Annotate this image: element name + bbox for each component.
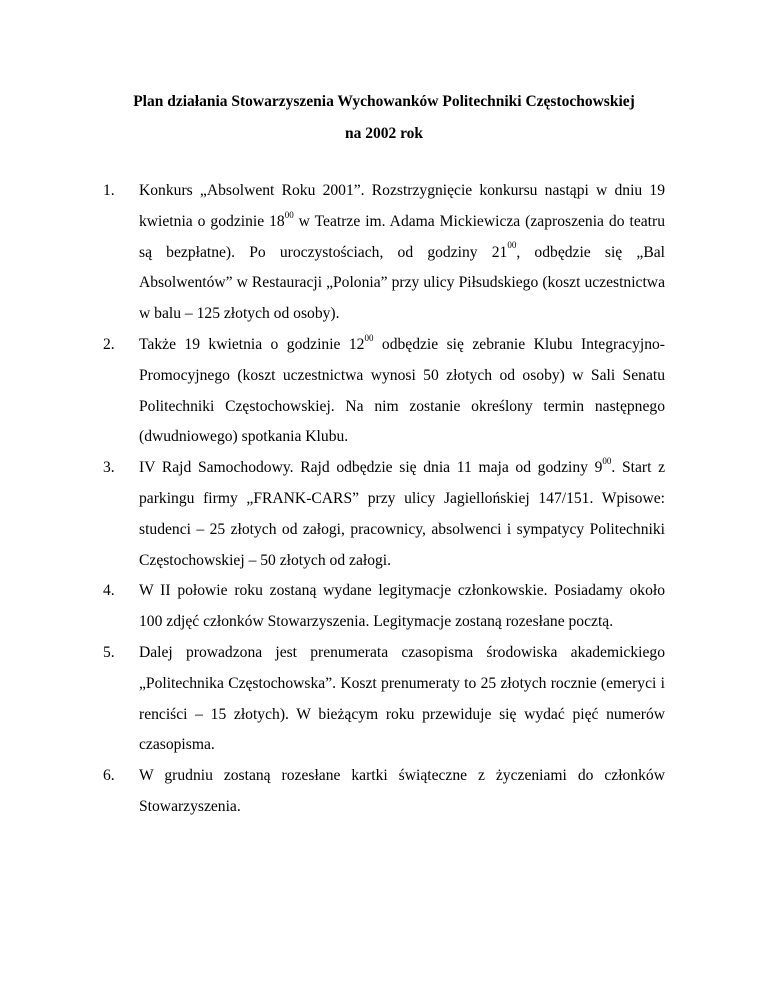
item-text: odbędzie się zebranie Klubu Integracyjno-Promocyjnego (koszt uczestnictwa wynosi 50 złotych od osoby) w Sali Senatu Politechniki Częstochowskiej. Na nim zostanie określony termin następnego (dwudniowego) spotkania Klubu.	[139, 335, 665, 446]
item-text: . Start z parkingu firmy „FRANK-CARS” przy ulicy Jagiellońskiej 147/151. Wpisowe: studenci – 25 złotych od załogi, pracownicy, absolwenci i sympatycy Politechniki Częstochowskiej – 50 złotych od załogi.	[139, 459, 665, 569]
superscript: 00	[507, 240, 517, 251]
item-number: 2.	[103, 335, 115, 353]
item-number: 3.	[103, 459, 115, 477]
item-text: Także 19 kwietnia o godzinie 12	[139, 335, 365, 353]
item-text: IV Rajd Samochodowy. Rajd odbędzie się dnia 11 maja od godziny 9	[139, 459, 603, 477]
item-text: Dalej prowadzona jest prenumerata czasopisma środowiska akademickiego „Politechnika Częstochowska”. Koszt prenumeraty to 25 złotych rocznie (emeryci i renciści – 15 złotych). W bieżącym roku przewiduje się wydać pięć numerów czasopisma.	[139, 643, 665, 754]
item-text: Konkurs „Absolwent Roku 2001”. Rozstrzygnięcie konkursu nastąpi w dniu 19 kwietnia o godzinie 18	[139, 182, 665, 230]
item-text: W grudniu zostaną rozesłane kartki świąteczne z życzeniami do członków Stowarzyszenia.	[139, 767, 665, 815]
item-text: , odbędzie się „Bal Absolwentów” w Restauracji „Polonia” przy ulicy Piłsudskiego (koszt uczestnictwa w balu – 125 złotych od osoby).	[139, 243, 665, 323]
item-text: w Teatrze im. Adama Mickiewicza (zaproszenia do teatru są bezpłatne). Po uroczystościach, od godziny 21	[139, 212, 665, 261]
list-item-1	[103, 176, 665, 330]
plan-items-list	[103, 176, 665, 823]
superscript: 00	[602, 455, 612, 466]
item-text: W II połowie roku zostaną wydane legitymacje członkowskie. Posiadamy około 100 zdjęć członków Stowarzyszenia. Legitymacje zostaną rozesłane pocztą.	[139, 582, 665, 631]
title-line-1: Plan działania Stowarzyszenia Wychowanków Politechniki Częstochowskiej	[133, 93, 635, 110]
list-item-3	[103, 453, 665, 576]
item-number: 5.	[103, 643, 115, 661]
superscript: 00	[364, 332, 374, 343]
list-item-4	[103, 576, 665, 638]
list-item-5	[103, 638, 665, 761]
list-item-2	[103, 330, 665, 453]
list-item-6	[103, 761, 665, 823]
superscript: 00	[284, 209, 294, 220]
item-number: 4.	[103, 582, 115, 600]
item-number: 6.	[103, 767, 115, 785]
title-line-2: na 2002 rok	[344, 125, 424, 142]
document-title	[0, 86, 768, 150]
item-number: 1.	[103, 182, 115, 199]
